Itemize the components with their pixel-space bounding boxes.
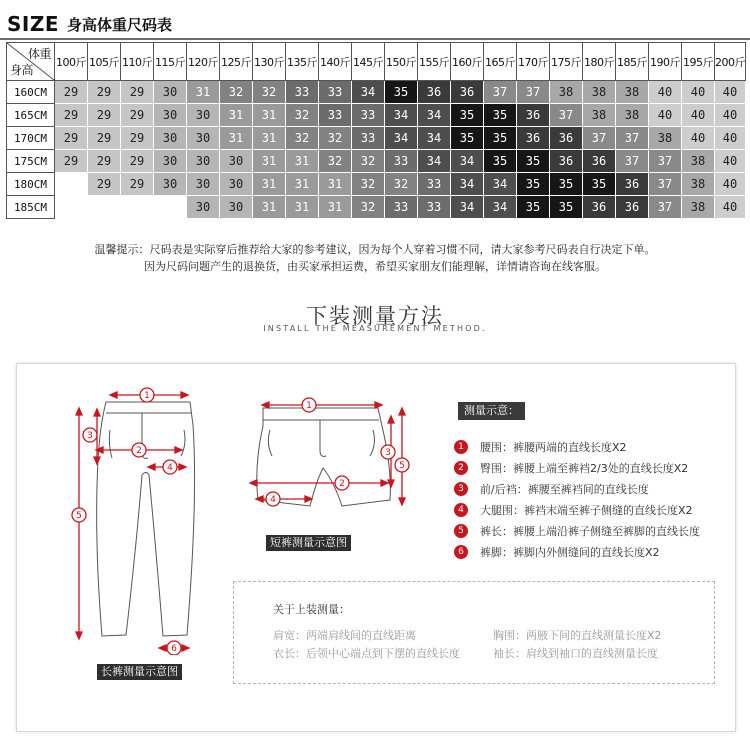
table-corner-cell — [7, 43, 55, 81]
size-cell: 37 — [517, 81, 550, 104]
size-cell: 30 — [154, 150, 187, 173]
long-pants-diagram — [60, 380, 210, 655]
size-cell: 29 — [88, 127, 121, 150]
legend-item-text: 大腿围：裤裆末端至裤子侧缝的直线长度X2 — [480, 504, 693, 517]
size-cell: 36 — [616, 173, 649, 196]
size-cell: 32 — [319, 127, 352, 150]
size-cell: 40 — [715, 196, 746, 219]
size-cell: 35 — [451, 127, 484, 150]
size-cell: 31 — [319, 173, 352, 196]
weight-header-cell: 160斤 — [451, 43, 484, 81]
legend-item — [454, 481, 649, 497]
size-cell: 33 — [418, 173, 451, 196]
size-cell: 32 — [385, 173, 418, 196]
size-cell: 40 — [649, 81, 682, 104]
size-cell: 29 — [55, 81, 88, 104]
size-cell: 31 — [253, 104, 286, 127]
size-cell: 35 — [484, 127, 517, 150]
size-cell: 36 — [583, 150, 616, 173]
shorts-marker-4: 4 — [270, 495, 276, 505]
size-cell: 40 — [649, 104, 682, 127]
weight-header-cell: 135斤 — [286, 43, 319, 81]
size-cell: 40 — [682, 81, 715, 104]
header-divider — [0, 38, 750, 40]
legend-item — [454, 502, 693, 518]
size-cell: 33 — [385, 150, 418, 173]
legend-item — [454, 460, 688, 476]
size-cell: 34 — [484, 173, 517, 196]
size-cell: 35 — [583, 173, 616, 196]
size-cell: 30 — [154, 81, 187, 104]
size-cell: 35 — [451, 104, 484, 127]
size-cell: 34 — [451, 173, 484, 196]
weight-header-cell: 185斤 — [616, 43, 649, 81]
size-cell: 29 — [88, 81, 121, 104]
legend-title: 测量示意： — [458, 402, 525, 420]
long-marker-1: 1 — [144, 391, 150, 401]
size-cell: 38 — [550, 81, 583, 104]
legend-number-badge: 3 — [454, 482, 468, 496]
size-cell: 40 — [715, 173, 746, 196]
legend-item — [454, 544, 660, 560]
weight-header-cell: 175斤 — [550, 43, 583, 81]
size-cell: 37 — [616, 150, 649, 173]
size-cell: 32 — [220, 81, 253, 104]
weight-header-cell: 105斤 — [88, 43, 121, 81]
shorts-marker-5: 5 — [399, 461, 405, 471]
size-cell: 34 — [352, 81, 385, 104]
size-cell: 32 — [352, 150, 385, 173]
size-cell: 29 — [55, 104, 88, 127]
shorts-caption: 短裤测量示意图 — [266, 535, 351, 551]
weight-header-cell: 130斤 — [253, 43, 286, 81]
size-cell — [88, 196, 121, 219]
legend-number-badge: 5 — [454, 524, 468, 538]
size-cell: 36 — [517, 127, 550, 150]
legend-item-text: 前/后裆：裤腰至裤裆间的直线长度 — [480, 483, 649, 496]
height-label-cell: 165CM — [7, 104, 55, 127]
size-cell: 32 — [286, 127, 319, 150]
size-note-line-1: 温馨提示：尺码表是实际穿后推荐给大家的参考建议，因为每个人穿着习惯不同，请大家参考尺码表自行决定下单。 — [94, 243, 656, 256]
size-cell: 35 — [550, 196, 583, 219]
size-cell: 30 — [220, 150, 253, 173]
legend-item-text: 臀围：裤腰上端至裤裆2/3处的直线长度X2 — [480, 462, 689, 475]
size-cell: 30 — [187, 127, 220, 150]
size-chart-header — [7, 10, 172, 38]
long-pants-caption: 长裤测量示意图 — [97, 664, 182, 680]
size-cell: 31 — [286, 150, 319, 173]
size-cell: 29 — [121, 150, 154, 173]
size-cell: 34 — [484, 196, 517, 219]
legend-number-badge: 4 — [454, 503, 468, 517]
weight-header-cell: 140斤 — [319, 43, 352, 81]
height-label-cell: 160CM — [7, 81, 55, 104]
size-word: SIZE — [7, 12, 60, 36]
size-cell: 31 — [319, 196, 352, 219]
size-cell: 29 — [55, 127, 88, 150]
size-cell: 37 — [649, 150, 682, 173]
size-cell: 29 — [121, 81, 154, 104]
weight-header-cell: 155斤 — [418, 43, 451, 81]
size-cell: 40 — [682, 104, 715, 127]
size-cell: 38 — [583, 104, 616, 127]
size-cell: 38 — [649, 127, 682, 150]
size-cell: 29 — [121, 104, 154, 127]
size-cell: 30 — [154, 127, 187, 150]
size-cell: 31 — [286, 173, 319, 196]
size-cell: 37 — [550, 104, 583, 127]
height-label-cell: 180CM — [7, 173, 55, 196]
weight-header-cell: 115斤 — [154, 43, 187, 81]
size-cell: 34 — [418, 104, 451, 127]
section-title: 下装测量方法 — [306, 304, 444, 328]
weight-header-cell: 165斤 — [484, 43, 517, 81]
corner-weight-label: 体重 — [27, 47, 51, 61]
size-cell: 37 — [583, 127, 616, 150]
size-cell: 30 — [187, 104, 220, 127]
size-cell: 38 — [682, 196, 715, 219]
size-cell: 32 — [352, 173, 385, 196]
size-cell: 32 — [286, 104, 319, 127]
size-cell: 35 — [385, 81, 418, 104]
size-cell: 31 — [220, 104, 253, 127]
top-measure-chest: 胸围：两腋下间的直线测量长度X2 — [493, 629, 662, 642]
shorts-marker-1: 1 — [306, 401, 312, 411]
size-cell: 34 — [418, 150, 451, 173]
top-measure-sleeve: 袖长：肩线到袖口的直线测量长度 — [493, 647, 658, 660]
size-cell: 38 — [583, 81, 616, 104]
size-cell: 31 — [253, 150, 286, 173]
size-cell: 35 — [484, 150, 517, 173]
weight-header-cell: 190斤 — [649, 43, 682, 81]
size-cell — [121, 196, 154, 219]
size-cell: 31 — [253, 196, 286, 219]
long-marker-5: 5 — [76, 511, 82, 521]
legend-item — [454, 523, 700, 539]
size-cell: 33 — [352, 127, 385, 150]
size-cell: 34 — [418, 127, 451, 150]
size-cell: 36 — [616, 196, 649, 219]
size-cell: 33 — [352, 104, 385, 127]
size-cell: 37 — [649, 196, 682, 219]
weight-header-cell: 145斤 — [352, 43, 385, 81]
legend-number-badge: 2 — [454, 461, 468, 475]
height-label-cell: 185CM — [7, 196, 55, 219]
table-row — [7, 150, 746, 173]
size-cell: 37 — [649, 173, 682, 196]
size-cell: 40 — [682, 127, 715, 150]
size-cell: 38 — [682, 173, 715, 196]
size-cell: 34 — [385, 127, 418, 150]
size-cell: 29 — [55, 150, 88, 173]
table-row — [7, 196, 746, 219]
size-cell: 30 — [154, 173, 187, 196]
long-marker-6: 6 — [171, 644, 177, 654]
size-cell: 33 — [319, 81, 352, 104]
size-cell: 36 — [517, 104, 550, 127]
legend-item-text: 裤脚：裤脚内外侧缝间的直线长度X2 — [480, 546, 660, 559]
size-cell: 31 — [220, 127, 253, 150]
size-cell: 36 — [550, 127, 583, 150]
size-chart-title: 身高体重尺码表 — [67, 15, 173, 34]
size-cell: 31 — [286, 196, 319, 219]
top-measure-shoulder: 肩宽：两端肩线间的直线距离 — [273, 629, 416, 642]
size-cell: 32 — [253, 81, 286, 104]
top-measure-length: 衣长：后领中心端点到下摆的直线长度 — [273, 647, 460, 660]
size-cell: 31 — [253, 173, 286, 196]
size-cell: 38 — [682, 150, 715, 173]
size-cell: 36 — [550, 150, 583, 173]
size-cell: 37 — [616, 127, 649, 150]
size-cell: 35 — [517, 150, 550, 173]
weight-header-cell: 120斤 — [187, 43, 220, 81]
height-label-cell: 170CM — [7, 127, 55, 150]
size-cell: 30 — [220, 173, 253, 196]
weight-header-cell: 125斤 — [220, 43, 253, 81]
corner-height-label: 身高 — [10, 63, 34, 77]
size-cell: 37 — [484, 81, 517, 104]
legend-item-text: 裤长：裤腰上端沿裤子侧缝至裤脚的直线长度 — [480, 525, 700, 538]
size-cell: 40 — [715, 104, 746, 127]
size-cell: 34 — [451, 196, 484, 219]
shorts-diagram — [230, 388, 420, 523]
size-cell: 40 — [715, 81, 746, 104]
size-cell: 32 — [319, 150, 352, 173]
size-cell: 29 — [88, 173, 121, 196]
size-cell: 35 — [484, 104, 517, 127]
shorts-marker-2: 2 — [339, 479, 345, 489]
size-cell: 32 — [352, 196, 385, 219]
size-cell: 30 — [220, 196, 253, 219]
size-cell: 36 — [418, 81, 451, 104]
weight-header-cell: 195斤 — [682, 43, 715, 81]
weight-header-cell: 180斤 — [583, 43, 616, 81]
size-cell: 33 — [418, 196, 451, 219]
legend-item — [454, 439, 627, 455]
height-label-cell: 175CM — [7, 150, 55, 173]
size-cell: 36 — [451, 81, 484, 104]
table-row — [7, 81, 746, 104]
size-cell: 30 — [187, 173, 220, 196]
size-cell: 40 — [715, 150, 746, 173]
size-cell: 31 — [187, 81, 220, 104]
weight-header-cell: 200斤 — [715, 43, 746, 81]
size-cell: 35 — [517, 196, 550, 219]
size-cell: 33 — [319, 104, 352, 127]
weight-header-cell: 110斤 — [121, 43, 154, 81]
size-cell — [55, 196, 88, 219]
table-row — [7, 173, 746, 196]
table-row — [7, 104, 746, 127]
size-table — [6, 42, 746, 219]
weight-header-cell: 170斤 — [517, 43, 550, 81]
long-marker-2: 2 — [136, 446, 142, 456]
size-cell: 29 — [88, 150, 121, 173]
size-cell: 30 — [154, 104, 187, 127]
size-cell: 29 — [121, 173, 154, 196]
size-cell: 38 — [616, 104, 649, 127]
size-cell: 30 — [187, 196, 220, 219]
size-cell — [154, 196, 187, 219]
shorts-marker-3: 3 — [385, 448, 391, 458]
size-cell: 31 — [253, 127, 286, 150]
size-cell: 29 — [88, 104, 121, 127]
top-measure-heading: 关于上装测量： — [273, 603, 350, 616]
size-cell — [55, 173, 88, 196]
legend-number-badge: 1 — [454, 440, 468, 454]
long-marker-4: 4 — [167, 463, 173, 473]
size-cell: 35 — [517, 173, 550, 196]
size-cell: 29 — [121, 127, 154, 150]
weight-header-row — [7, 43, 746, 81]
weight-header-cell: 100斤 — [55, 43, 88, 81]
size-cell: 38 — [616, 81, 649, 104]
size-note-line-2: 因为尺码问题产生的退换货，由买家承担运费，希望买家朋友们能理解，详情请咨询在线客服。 — [144, 260, 606, 273]
section-subtitle: INSTALL THE MEASUREMENT METHOD. — [263, 324, 487, 333]
weight-header-cell: 150斤 — [385, 43, 418, 81]
size-cell: 30 — [187, 150, 220, 173]
table-row — [7, 127, 746, 150]
size-cell: 34 — [451, 150, 484, 173]
size-cell: 36 — [583, 196, 616, 219]
size-cell: 34 — [385, 104, 418, 127]
legend-item-text: 腰围：裤腰两端的直线长度X2 — [480, 441, 627, 454]
long-marker-3: 3 — [87, 431, 93, 441]
size-cell: 35 — [550, 173, 583, 196]
size-cell: 33 — [385, 196, 418, 219]
size-cell: 33 — [286, 81, 319, 104]
size-cell: 40 — [715, 127, 746, 150]
legend-number-badge: 6 — [454, 545, 468, 559]
